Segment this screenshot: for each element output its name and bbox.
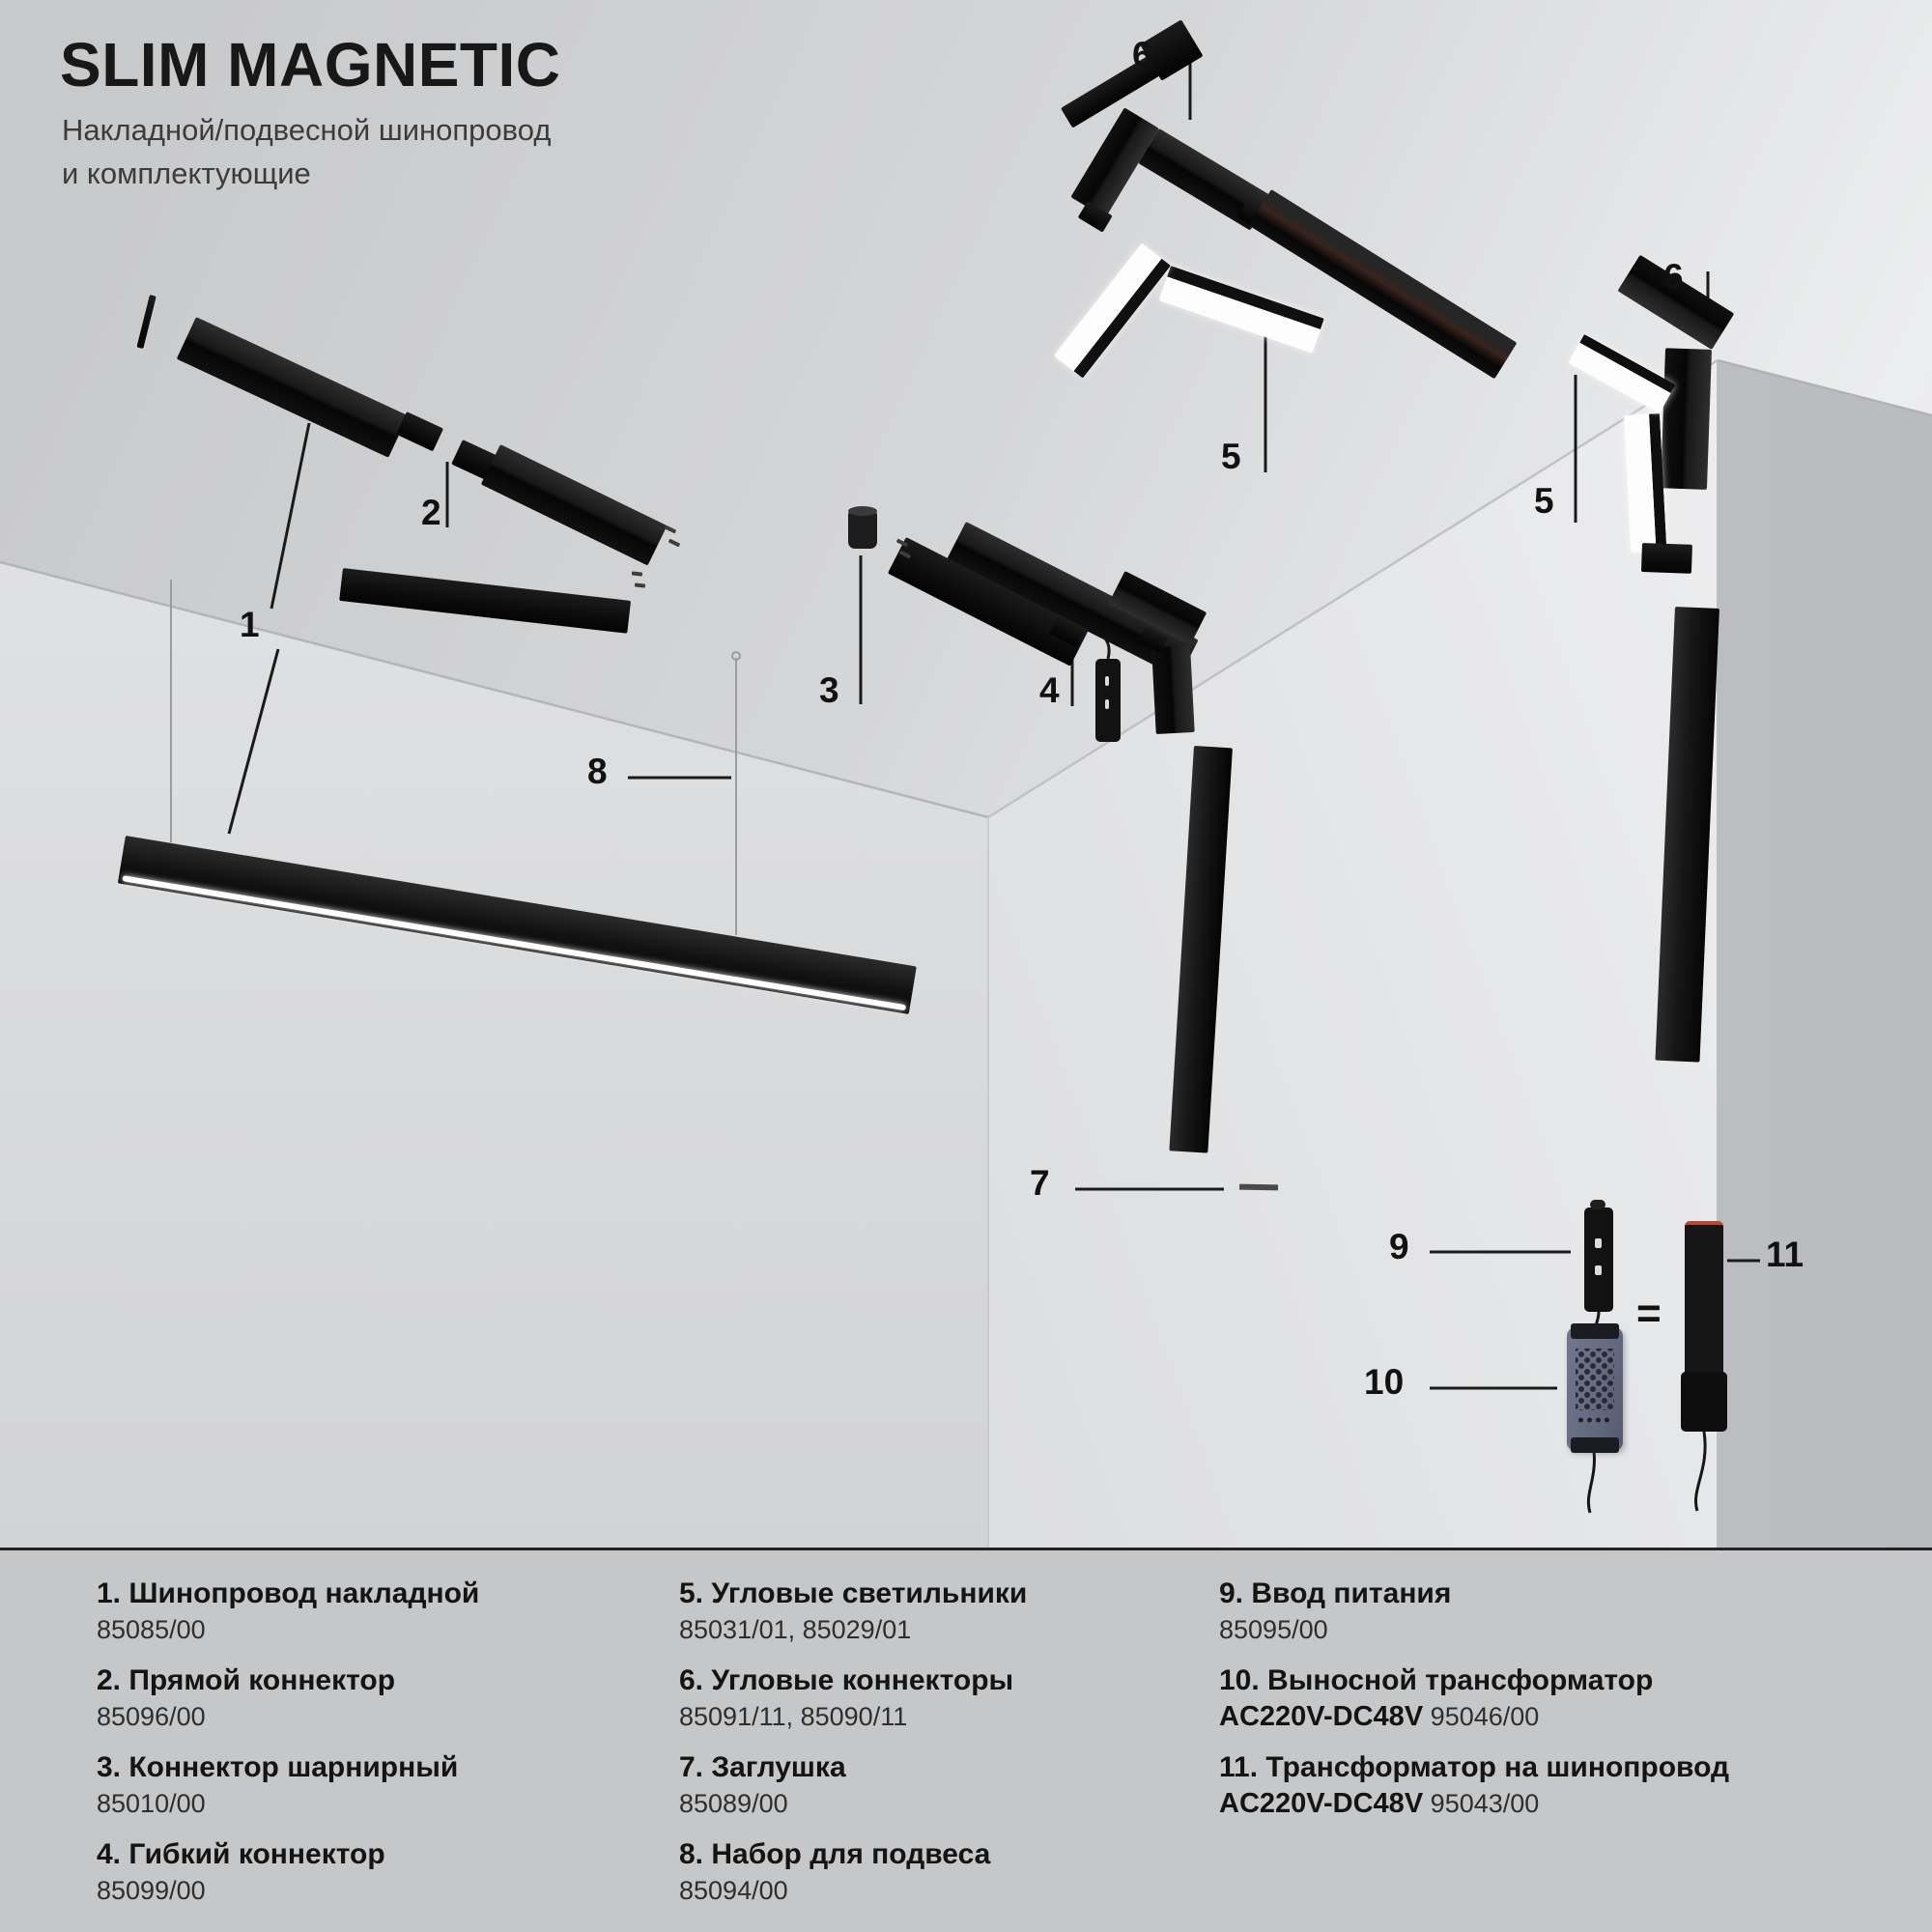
- legend-item-3-code: 85010/00: [97, 1789, 206, 1818]
- transformer-wire: [1588, 1451, 1594, 1513]
- legend-item-11-code: 95043/00: [1430, 1789, 1540, 1818]
- legend-item-5-title: 5. Угловые светильники: [679, 1577, 1028, 1609]
- legend-item-2-code: 85096/00: [97, 1702, 206, 1731]
- track-transformer-wire: [1695, 1432, 1705, 1511]
- track-transformer-lower-module: [1681, 1372, 1727, 1432]
- track-transformer-body: [1685, 1221, 1723, 1379]
- legend-item-10-spec: AC220V-DC48V: [1219, 1701, 1424, 1732]
- legend-item-11-title: 11. Трансформатор на шинопровод: [1219, 1751, 1730, 1783]
- legend-item-9-title: 9. Ввод питания: [1219, 1577, 1452, 1609]
- legend-item-11-codes: [1219, 1784, 1729, 1823]
- callout-7: 7: [1030, 1163, 1050, 1203]
- legend-item-3-title: 3. Коннектор шарнирный: [97, 1751, 459, 1783]
- transformer-vent-holes: [1576, 1349, 1614, 1410]
- page-subtitle: [62, 108, 551, 195]
- callout-1: 1: [240, 605, 260, 644]
- legend-item-10: [1219, 1664, 1653, 1736]
- corner-light-right-end-connector: [1641, 543, 1692, 574]
- legend-item-7-title: 7. Заглушка: [679, 1751, 846, 1783]
- callout-9: 9: [1389, 1227, 1409, 1266]
- page-title: SLIM MAGNETIC: [60, 30, 561, 99]
- legend-item-4-code: 85099/00: [97, 1876, 206, 1905]
- equals-sign: =: [1636, 1290, 1662, 1337]
- remote-transformer-body: [1567, 1327, 1623, 1451]
- legend-item-7: [679, 1751, 846, 1823]
- callout-6-top: 6: [1132, 35, 1152, 74]
- legend-item-9: [1219, 1577, 1451, 1649]
- power-feed-dot-1: [1595, 1238, 1602, 1248]
- legend-item-2-title: 2. Прямой коннектор: [97, 1664, 396, 1696]
- legend-item-1-title: 1. Шинопровод накладной: [97, 1577, 480, 1609]
- legend-item-1-code: 85085/00: [97, 1615, 206, 1644]
- callout-3: 3: [819, 670, 839, 710]
- power-feed-top-tab: [1590, 1200, 1605, 1209]
- legend-item-10-code: 95046/00: [1430, 1702, 1540, 1731]
- callout-11: 11: [1766, 1235, 1804, 1274]
- legend-item-5-code: 85031/01, 85029/01: [679, 1615, 912, 1644]
- corner-light-right-leg-down: [1624, 413, 1666, 553]
- hinge-connector-cylinder: [848, 510, 877, 549]
- legend-item-1: [97, 1577, 479, 1649]
- legend-panel: [0, 1548, 1932, 1932]
- legend-item-11: [1219, 1751, 1729, 1823]
- flexible-connector-slot-2: [1105, 699, 1109, 709]
- legend-item-8: [679, 1838, 990, 1910]
- legend-item-6-code: 85091/11, 85090/11: [679, 1702, 908, 1731]
- transformer-clamp-bottom: [1571, 1437, 1619, 1453]
- legend-item-9-code: 85095/00: [1219, 1615, 1328, 1644]
- callout-10: 10: [1364, 1362, 1405, 1402]
- power-feed-body: [1584, 1208, 1613, 1312]
- mid-corner-connector-arm-down: [1151, 645, 1195, 734]
- end-cap-item7: [1239, 1184, 1278, 1191]
- power-feed-dot-2: [1595, 1265, 1602, 1275]
- legend-item-6: [679, 1664, 1013, 1736]
- callout-8: 8: [587, 752, 608, 791]
- transformer-vent-row: [1577, 1416, 1613, 1424]
- transformer-clamp-top: [1571, 1323, 1619, 1339]
- legend-item-4: [97, 1838, 385, 1910]
- legend-item-6-title: 6. Угловые коннекторы: [679, 1664, 1014, 1696]
- callout-4: 4: [1039, 670, 1060, 710]
- legend-item-11-spec: AC220V-DC48V: [1219, 1788, 1424, 1819]
- subtitle-line-1: Накладной/подвесной шинопровод: [62, 113, 552, 147]
- callout-2: 2: [421, 493, 441, 532]
- corner-connector-right-leg-down: [1661, 348, 1712, 490]
- flexible-connector-slot-1: [1105, 676, 1109, 686]
- legend-item-8-title: 8. Набор для подвеса: [679, 1838, 991, 1870]
- legend-item-2: [97, 1664, 395, 1736]
- callout-5-right: 5: [1534, 481, 1554, 521]
- legend-item-8-code: 85094/00: [679, 1876, 788, 1905]
- callout-line-1-up: [271, 423, 309, 609]
- legend-item-3: [97, 1751, 458, 1823]
- legend-item-10-codes: [1219, 1697, 1653, 1736]
- legend-item-5: [679, 1577, 1027, 1649]
- callout-line-1-down: [229, 649, 278, 834]
- ceiling-edge-right: [1718, 360, 1932, 415]
- legend-item-4-title: 4. Гибкий коннектор: [97, 1838, 385, 1870]
- legend-item-10-title: 10. Выносной трансформатор: [1219, 1664, 1654, 1696]
- callout-6-right: 6: [1663, 257, 1684, 297]
- callout-5-center: 5: [1221, 437, 1241, 476]
- legend-item-7-code: 85089/00: [679, 1789, 788, 1818]
- subtitle-line-2: и комплектующие: [62, 156, 311, 190]
